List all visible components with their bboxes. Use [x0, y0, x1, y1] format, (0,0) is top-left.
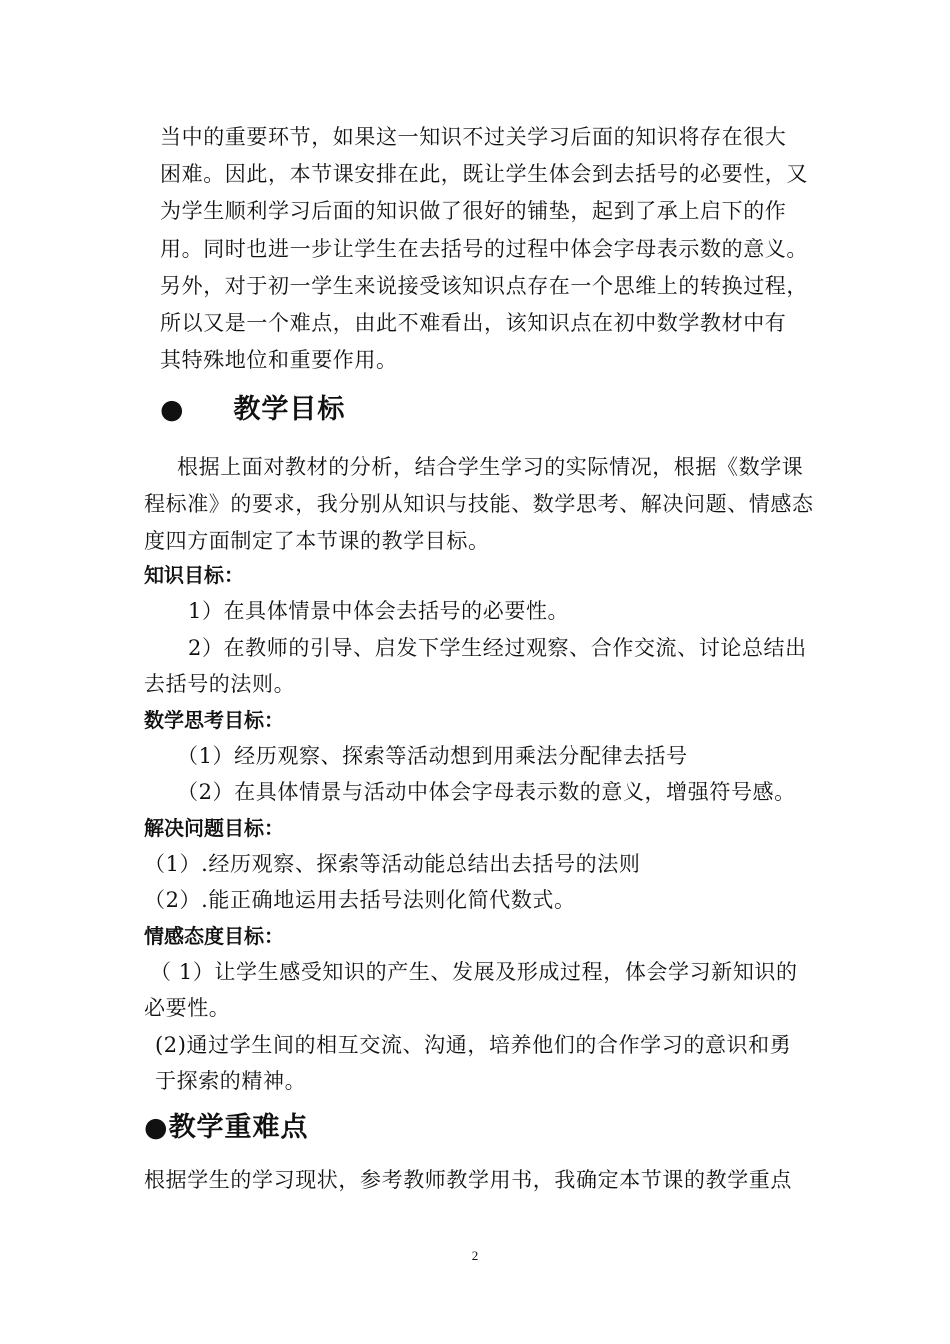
list-item: (2)通过学生间的相互交流、沟通，培养他们的合作学习的意识和勇	[155, 1033, 792, 1057]
paragraph-line: 为学生顺利学习后面的知识做了很好的铺垫，起到了承上启下的作	[160, 199, 787, 223]
bullet-icon: ●	[144, 1112, 169, 1143]
list-item: 1）在具体情景中体会去括号的必要性。	[188, 599, 570, 623]
paragraph-line: 当中的重要环节，如果这一知识不过关学习后面的知识将存在很大	[160, 125, 787, 149]
paragraph-line: 其特殊地位和重要作用。	[160, 348, 398, 372]
list-item: （1）.经历观察、探索等活动能总结出去括号的法则	[144, 852, 641, 876]
bullet-icon: ●	[160, 394, 185, 425]
list-item: 去括号的法则。	[144, 672, 296, 696]
paragraph-line: 程标准》的要求，我分别从知识与技能、数学思考、解决问题、情感态	[144, 492, 814, 516]
list-item: （2）.能正确地运用去括号法则化简代数式。	[144, 888, 576, 912]
subheading-emotion: 情感态度目标：	[144, 924, 284, 948]
paragraph-line: 所以又是一个难点，由此不难看出，该知识点在初中数学教材中有	[160, 311, 787, 335]
subheading-math-thinking: 数学思考目标：	[144, 708, 284, 732]
paragraph-line: 根据学生的学习现状，参考教师教学用书，我确定本节课的教学重点	[144, 1168, 792, 1192]
subheading-problem-solving: 解决问题目标：	[144, 816, 284, 840]
list-item: 2）在教师的引导、启发下学生经过观察、合作交流、讨论总结出	[188, 636, 807, 660]
section-title: 教学重难点	[168, 1112, 309, 1143]
list-item: （2）在具体情景与活动中体会字母表示数的意义，增强符号感。	[177, 780, 796, 804]
paragraph-line: 根据上面对教材的分析，结合学生学习的实际情况，根据《数学课	[177, 455, 804, 479]
list-item: （1）经历观察、探索等活动想到用乘法分配律去括号	[177, 744, 688, 768]
section-heading-keypoints	[144, 1111, 309, 1145]
paragraph-line: 另外，对于初一学生来说接受该知识点存在一个思维上的转换过程，	[160, 274, 808, 298]
paragraph-line: 用。同时也进一步让学生在去括号的过程中体会字母表示数的意义。	[160, 237, 808, 261]
page-number: 2	[471, 1248, 479, 1263]
section-heading-goals	[160, 393, 345, 427]
section-title: 教学目标	[233, 394, 346, 425]
paragraph-line: 困难。因此，本节课安排在此，既让学生体会到去括号的必要性，又	[160, 162, 808, 186]
paragraph-line: 度四方面制定了本节课的教学目标。	[144, 529, 490, 553]
list-item: （ 1）让学生感受知识的产生、发展及形成过程，体会学习新知识的	[150, 960, 798, 984]
list-item: 必要性。	[144, 996, 231, 1020]
subheading-knowledge: 知识目标：	[144, 563, 244, 587]
list-item: 于探索的精神。	[155, 1069, 307, 1093]
